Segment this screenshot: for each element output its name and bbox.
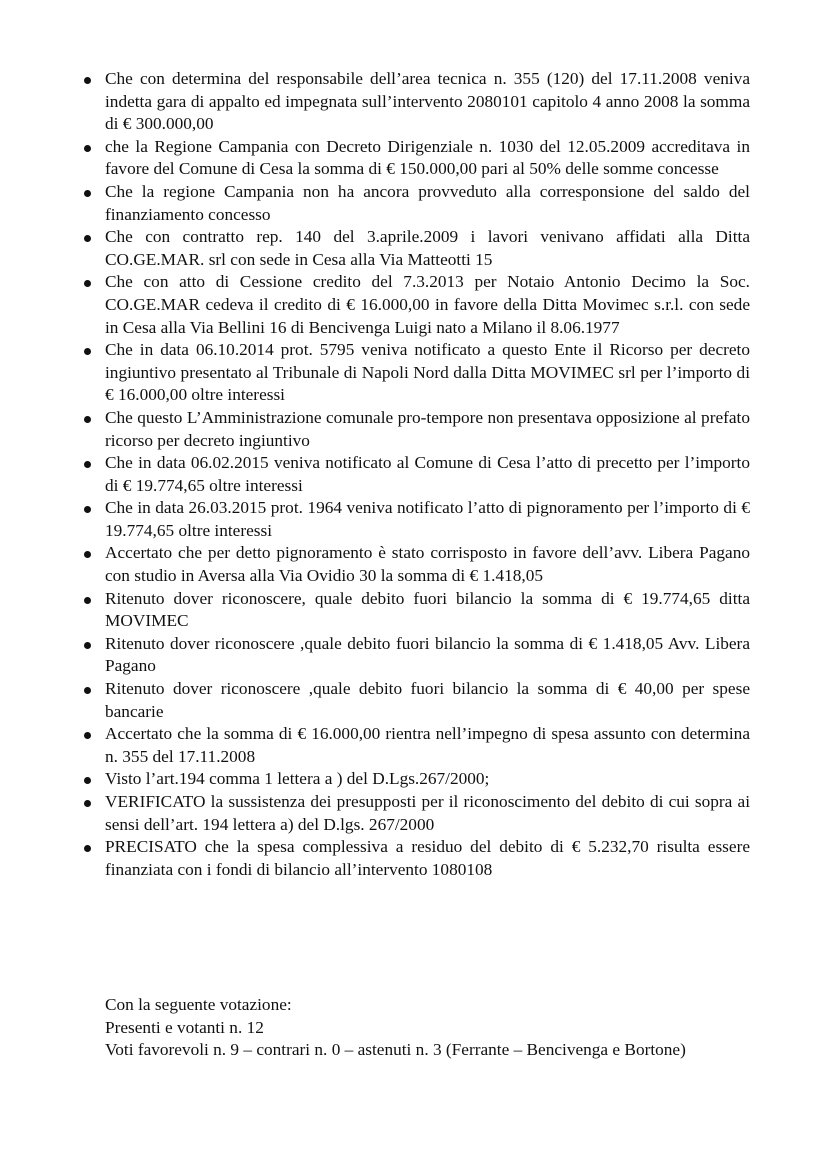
bullet-icon [84, 506, 91, 513]
premises-list [78, 68, 750, 881]
item-text: Che con contratto rep. 140 del 3.aprile.2009 i lavori venivano affidati alla Ditta CO.GE.MAR. srl con sede in Cesa alla Via Matteotti 15 [105, 227, 750, 269]
list-item [78, 723, 750, 768]
item-text: che la Regione Campania con Decreto Dirigenziale n. 1030 del 12.05.2009 accreditava in favore del Comune di Cesa la somma di € 150.000,00 pari al 50% delle somme concesse [105, 136, 750, 179]
list-item [78, 791, 750, 836]
list-item [78, 768, 750, 791]
item-text: Accertato che per detto pignoramento è stato corrisposto in favore dell’avv. Libera Pagano con studio in Aversa alla Via Ovidio 30 la somma di € 1.418,05 [105, 543, 750, 586]
item-text: Che in data 26.03.2015 prot. 1964 veniva notificato l’atto di pignoramento per l’importo di € 19.774,65 oltre interessi [105, 498, 750, 540]
bullet-icon [84, 77, 91, 84]
bullet-icon [84, 416, 91, 423]
item-text: Che con determina del responsabile dell’area tecnica n. 355 (120) del 17.11.2008 veniva indetta gara di appalto ed impegnata sull’intervento 2080101 capitolo 4 anno 2008 la somma di € 300.000,00 [105, 69, 750, 134]
list-item [78, 68, 750, 136]
list-item [78, 136, 750, 181]
list-item [78, 678, 750, 723]
item-text: Ritenuto dover riconoscere ,quale debito fuori bilancio la somma di € 1.418,05 Avv. Libera Pagano [105, 633, 750, 676]
bullet-icon [84, 348, 91, 355]
voting-intro: Con la seguente votazione: [105, 995, 292, 1014]
vote-results: Voti favorevoli n. 9 – contrari n. 0 – astenuti n. 3 (Ferrante – Bencivenga e Bortone) [105, 1040, 686, 1060]
list-item [78, 407, 750, 452]
bullet-icon [84, 732, 91, 739]
item-text: Ritenuto dover riconoscere, quale debito fuori bilancio la somma di € 19.774,65 ditta MOVIMEC [105, 588, 750, 631]
bullet-icon [84, 777, 91, 784]
item-text: Che questo L’Amministrazione comunale pro-tempore non presentava opposizione al prefato ricorso per decreto ingiuntivo [105, 407, 750, 450]
item-text: Ritenuto dover riconoscere ,quale debito fuori bilancio la somma di € 40,00 per spese bancarie [105, 679, 750, 721]
item-text: Visto l’art.194 comma 1 lettera a ) del D.Lgs.267/2000; [105, 769, 490, 789]
list-item [78, 271, 750, 339]
list-item [78, 339, 750, 407]
bullet-icon [84, 551, 91, 558]
bullet-icon [84, 845, 91, 852]
voting-section [105, 994, 750, 1062]
list-item [78, 633, 750, 678]
list-item [78, 542, 750, 587]
item-text: Che con atto di Cessione credito del 7.3.2013 per Notaio Antonio Decimo la Soc. CO.GE.MAR cedeva il credito di € 16.000,00 in favore della Ditta Movimec s.r.l. con sede in Cesa alla Via Bellini 16 di Bencivenga Luigi nato a Milano il 8.06.1977 [105, 272, 750, 337]
bullet-icon [84, 190, 91, 197]
list-item [78, 497, 750, 542]
bullet-icon [84, 280, 91, 287]
bullet-icon [84, 597, 91, 604]
list-item [78, 588, 750, 633]
item-text: Che la regione Campania non ha ancora provveduto alla corresponsione del saldo del finanziamento concesso [105, 181, 750, 224]
item-text: VERIFICATO la sussistenza dei presupposti per il riconoscimento del debito di cui sopra ai sensi dell’art. 194 lettera a) del D.lgs. 267/2000 [105, 792, 750, 834]
item-text: Che in data 06.02.2015 veniva notificato al Comune di Cesa l’atto di precetto per l’importo di € 19.774,65 oltre interessi [105, 453, 750, 495]
present-count: Presenti e votanti n. 12 [105, 1017, 264, 1037]
list-item [78, 226, 750, 271]
bullet-icon [84, 642, 91, 649]
bullet-icon [84, 145, 91, 152]
list-item [78, 181, 750, 226]
item-text: PRECISATO che la spesa complessiva a residuo del debito di € 5.232,70 risulta essere finanziata con i fondi di bilancio all’intervento 1080108 [105, 837, 750, 879]
item-text: Che in data 06.10.2014 prot. 5795 veniva notificato a questo Ente il Ricorso per decreto ingiuntivo presentato al Tribunale di Napoli Nord dalla Ditta MOVIMEC srl per l’importo di € 16.000,00 oltre interessi [105, 340, 750, 405]
item-text: Accertato che la somma di € 16.000,00 rientra nell’impegno di spesa assunto con determina n. 355 del 17.11.2008 [105, 724, 750, 766]
bullet-icon [84, 235, 91, 242]
bullet-icon [84, 800, 91, 807]
bullet-icon [84, 461, 91, 468]
list-item [78, 452, 750, 497]
list-item [78, 836, 750, 881]
bullet-icon [84, 687, 91, 694]
